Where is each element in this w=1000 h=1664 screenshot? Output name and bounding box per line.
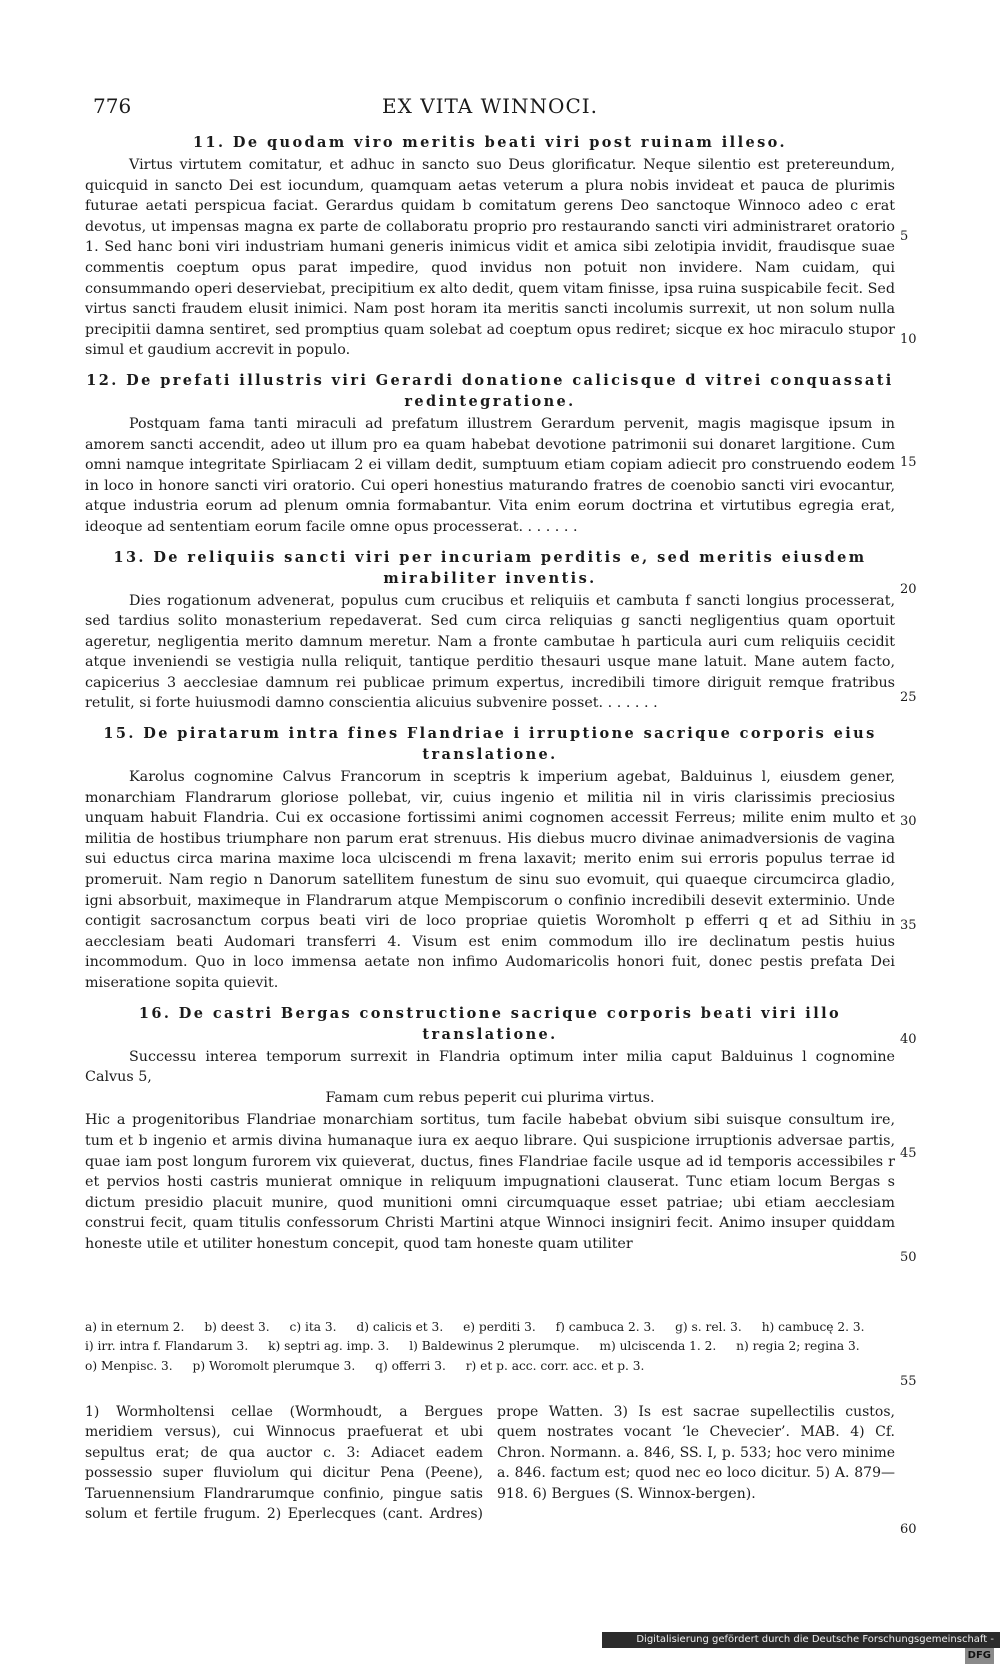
line-number: 55 <box>900 1374 917 1389</box>
footnote: i) irr. intra f. Flandarum 3. <box>85 1339 249 1354</box>
footnote: o) Menpisc. 3. <box>85 1358 173 1373</box>
line-number: 15 <box>900 455 917 470</box>
line-number: 20 <box>900 582 917 597</box>
footnote: f) cambuca 2. 3. <box>555 1320 656 1334</box>
footnote: r) et p. acc. corr. acc. et p. 3. <box>465 1358 645 1373</box>
footnote: d) calicis et 3. <box>356 1320 444 1334</box>
line-number: 10 <box>900 332 917 347</box>
chapter-13-title: 13. De reliquiis sancti viri per incuriam perditis e, sed meritis eiusdem mirabiliter inventis. <box>113 548 867 587</box>
footnote: m) ulciscenda 1. 2. <box>599 1339 717 1354</box>
chapter-12-paragraph: Postquam fama tanti miraculi ad prefatum illustrem Gerardum pervenit, magis magisque ipsum in amorem sancti accendit, adeo ut illum pro ea quam habebat devotione patrimonii sui donaret largitione. Cum omni namque integritate Spirliacam 2 ei villam dedit, sumptuum etiam copiam adiecit pro construendo eodem in loco in honore sancti viri oratorio. Cui operi honestius maturando fratres de coenobio sancti viri evocantur, atque industria eorum ad plenum omnia formabantur. Vita enim eorum doctrina et virtutibus egregia erat, ideoque ad sententiam eorum facile omne opus processerat. . . . . . . <box>85 415 895 535</box>
main-text <box>85 132 895 1255</box>
historical-notes: 1) Wormholtensi cellae (Wormhoudt, a Bergues meridiem versus), cui Winnocus praefuerat et ubi sepultus erat; de qua auctor c. 3: Adiacet eadem possessio super fluviolum qui dicitur Pena (Peene), Taruennensium Flandrarumque confinio, pingue satis solum et fertile frugum. 2) Eperlecques (cant. Ardres) prope Watten. 3) Is est sacrae supellectilis custos, quem nostrates vocant ‘le Chevecier’. MAB. 4) Cf. Chron. Normann. a. 846, SS. I, p. 533; hoc vero minime a. 846. factum est; quod nec eo loco dicitur. 5) A. 879—918. 6) Bergues (S. Winnox-bergen). <box>85 1404 895 1523</box>
chapter-11-paragraph: Virtus virtutem comitatur, et adhuc in sancto suo Deus glorificatur. Neque silentio est pretereundum, quicquid in sancto Dei est iocundum, quamquam aetas veterum a plura nobis invideat et pauca de plurimis futurae aetati perspicua faciat. Gerardus quidam b comitatum gerens Deo sanctoque Winnoco adeo c erat devotus, ut impensas magna ex parte de collaboratu proprio pro restaurando sancti viri administraret oratorio 1. Sed hanc boni viri industriam humani generis inimicus vidit et amica sibi zelotipia invidit, fraudisque suae commentis coeptum opus parat impedire, quod invidus non potuit non invidere. Nam cuidam, qui consummando operi deserviebat, precipitium ex alto dedit, quem vitam finisse, ipsa ruina suspicabile fecit. Sed virtus sancti fraudem elusit inimici. Nam post horam ita meritis sancti incolumis surrexit, ut non solum nulla precipitii damna sentiret, sed promptius quam solebat ad coeptum opus rediret; sicque ex hoc miraculo stupor simul et gaudium accrevit in populo. <box>85 157 895 359</box>
line-number: 40 <box>900 1032 917 1047</box>
footnote: l) Baldewinus 2 plerumque. <box>409 1339 580 1354</box>
line-number: 25 <box>900 690 917 705</box>
line-number: 50 <box>900 1250 917 1265</box>
footnote: b) deest 3. <box>204 1320 270 1334</box>
running-title: EX VITA WINNOCI. <box>382 94 598 118</box>
credit-text: Digitalisierung gefördert durch die Deutsche Forschungsgemeinschaft - <box>636 1634 994 1645</box>
chapter-11-title: 11. De quodam viro meritis beati viri post ruinam illeso. <box>193 134 787 151</box>
chapter-16-continuation: Hic a progenitoribus Flandriae monarchiam sortitus, tum facile habebat obvium sibi suisque consultum ire, tum et b ingenio et armis divina humanaque iura ex aequo librare. Qui suspicione irruptionis adversae partis, quae iam post longum furorem vix quieverat, ductus, fines Flandriae facile usque ad id temporis accessibiles r et pervios hosti castris munierat omnique in reliquum impugnationi clauserat. Tunc etiam locum Bergas s dictum presidio placuit munire, quod munitioni omni circumquaque esset patriae; ubi etiam aecclesiam construi fecit, quam titulis confessorum Christi Martini atque Winnoci insigniri fecit. Animo insuper quiddam honeste utile et utiliter honestum concepit, quod tam honeste quam utiliter <box>85 1112 895 1252</box>
chapter-16-title: 16. De castri Bergas constructione sacrique corporis beati viri illo translatione. <box>138 1004 842 1043</box>
chapter-15-paragraph: Karolus cognomine Calvus Francorum in sceptris k imperium agebat, Balduinus l, eiusdem gener, monarchiam Flandrarum gloriose pollebat, vir, cuius ingenio et militia nil in viris clarissimis preciosius unquam habuit Flandria. Cui ex occasione fortissimi animi cognomen accessit Ferreus; milite enim multo et militia de hostibus triumphare non parum erat strenuus. His diebus mucro divinae animadversionis de vagina sui eductus circa marina maxime loca ulciscendi m frena laxavit; merito enim sui erroris populus terrae id promeruit. Nam regio n Danorum satellitem funestum de sinu suo evomuit, qui quaeque circumcirca gladio, igni absorbuit, maximeque in Flandrarum atque Mempiscorum o confinio incredibili desevit exterminio. Unde contigit sacrosanctum corpus beati viri de loco propriae quietis Woromholt p efferri q et ad Sithiu in aecclesiam beati Audomari transferri 4. Visum est enim commodum illo ire declinatum pestis huius incommodum. Quo in loco immensa aetate non infimo Audomaricolis honori fuit, donec pestis prefata Dei miseratione sopita quievit. <box>85 769 895 991</box>
footnote: g) s. rel. 3. <box>675 1320 742 1334</box>
line-number: 45 <box>900 1146 917 1161</box>
line-number: 35 <box>900 918 917 933</box>
footnote: k) septri ag. imp. 3. <box>268 1339 390 1354</box>
chapter-15-title: 15. De piratarum intra fines Flandriae i irruptione sacrique corporis eius translatione. <box>103 725 877 764</box>
line-number: 5 <box>900 229 909 244</box>
footnote: a) in eternum 2. <box>85 1320 185 1334</box>
footnote: c) ita 3. <box>289 1320 337 1334</box>
critical-apparatus <box>85 1318 895 1376</box>
chapter-16-paragraph: Successu interea temporum surrexit in Flandria optimum inter milia caput Balduinus l cognomine Calvus 5, <box>85 1048 895 1086</box>
digitization-credit <box>602 1632 1000 1661</box>
line-number: 30 <box>900 814 917 829</box>
chapter-13-paragraph: Dies rogationum advenerat, populus cum crucibus et reliquiis et cambuta f sancti longius processerat, sed tardius solito monasterium repedaverat. Sed cum circa reliquias g sancti negligentius quam oportuit ageretur, negligentia merito damnum meretur. Nam a fronte cambutae h particula auri cum reliquiis cecidit atque inveniendi se vestigia nulla reliquit, tantique perditio thesauri usque mane latuit. Mane autem facto, capicerius 3 aecclesiae damnum rei publicae primum expertus, incredibili timore diriguit remque fratribus retulit, si forte huiusmodi damno conscientia alicuius subvenire posset. . . . . . . <box>85 592 895 712</box>
page-header <box>85 94 895 124</box>
footnote: e) perditi 3. <box>463 1320 536 1334</box>
line-number-margin <box>900 0 940 1648</box>
footnote: n) regia 2; regina 3. <box>736 1339 860 1354</box>
footnote: p) Woromolt plerumque 3. <box>192 1358 356 1373</box>
dfg-logo: DFG <box>965 1648 994 1664</box>
verse-line: Famam cum rebus peperit cui plurima virtus. <box>325 1089 655 1106</box>
footnote: q) offerri 3. <box>375 1358 446 1373</box>
chapter-12-title: 12. De prefati illustris viri Gerardi donatione calicisque d vitrei conquassati redintegratione. <box>86 371 894 410</box>
line-number: 60 <box>900 1522 917 1537</box>
footnote: h) cambucę 2. 3. <box>761 1320 865 1334</box>
page-number: 776 <box>93 94 132 118</box>
